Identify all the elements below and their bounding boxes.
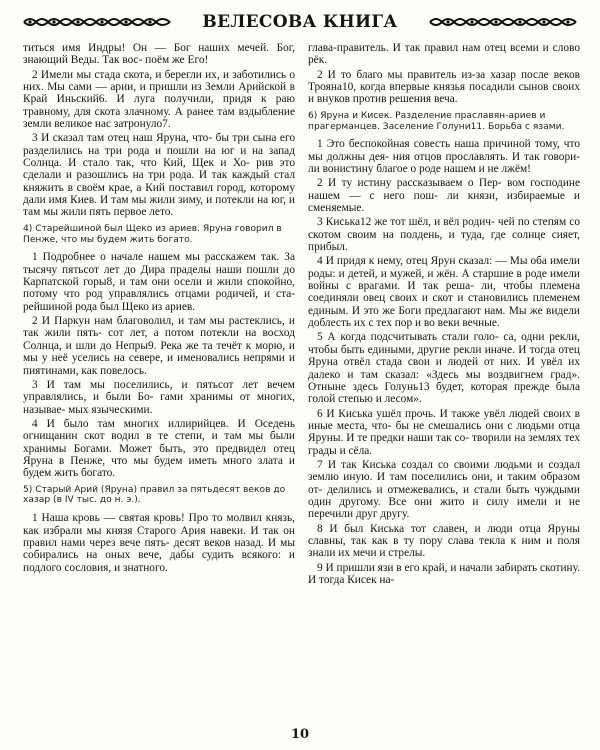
paragraph: 5 А когда подсчитывать стали голо- са, одни рекли, чтобы быть едиными, другие рекли иначе. И тогда отец Яруна отвёл стада свои и людей от них. И увёл их далеко и там сказал: «Здесь мы воздвигнем град». Отныне здесь Голунь13 будет, которая прежде была голой степью и лесом». (308, 331, 580, 406)
paragraph: 1 Наша кровь — святая кровь! Про то молвил князь, как избрали мы князя Старого Ария навеки. И так он правил нами через вече пять- десят веков назад. И мы собирались на оных вече, дабы судить всякого: и подлого сословия, и знатного. (23, 512, 295, 574)
right-column (308, 42, 580, 720)
page-header (22, 8, 578, 36)
paragraph: 2 И ту истину рассказываем о Пер- вом господине нашем — с него пош- ли князи, избираемые и сменяемые. (308, 177, 580, 215)
paragraph: 8 И был Киська тот славен, и люди отца Яруны славны, так как в ту пору слава текла к ним и поля знали их мечи и стрелы. (308, 522, 580, 560)
left-column (23, 42, 295, 720)
paragraph: 7 И так Киська создал со своими людьми и создал землю иную. И там поселились они, и таким образом от- делились и отмежевались, и стали быть чуждыми один другому. Все они жито и силу имели и не перечили друг другу. (308, 458, 580, 521)
paragraph: 2 И то благо мы правитель из-за хазар после веков Трояна10, когда впервые князья посадили сынов своих и внуков против решения веча. (308, 68, 580, 106)
right-ornament-icon (428, 15, 578, 29)
paragraph: 3 Киська12 же тот шёл, и вёл родич- чей по степям со скотом своим на полдень, и туда, где солнце сияет, прибыл. (308, 216, 580, 254)
paragraph: 3 И сказал там отец наш Яруна, что- бы три сына его разделились на три рода и пошли на юг и на запад Солнца. И стало так, что Кий, Щек и Хо- рив это сделали и разошлись на три рода. И так каждый стал княжить в своём крае, а Кий поставил город, которому дали имя Киев. И там мы жили зиму, и потекли на юг, и там мы жили пять первое лето. (23, 132, 295, 219)
paragraph: титься имя Индры! Он — Бог наших мечей. Бог, знающий Веды. Так вос- поём же Его! (23, 42, 295, 67)
paragraph: 4 И придя к нему, отец Ярун сказал: — Мы оба имели роды: и детей, и мужей, и жён. А старшие в роде имели войны с врагами. И так реша- ли, чтобы племена соединяли овец своих и скот и становились племенем единым. И это же Боги предлагают нам. Мы же видели доблесть их с тех пор и во веки вечные. (308, 255, 580, 330)
paragraph: 2 Имели мы стада скота, и берегли их, и заботились о них. Мы сами — арии, и пришли из Земли Арийской в Край Иньский6. И луга получили, придя к раю травному, для скота злачному. А ранее там вздыбление земли великое нас затронуло7. (23, 68, 295, 131)
text-columns (23, 42, 580, 720)
paragraph: 3 И там мы поселились, и пятьсот лет вечем управлялись, и были Бо- гами хранимы от многих, называе- мых языческими. (23, 378, 295, 416)
paragraph: 6 И Киська ушёл прочь. И также увёл людей своих в иные места, что- бы не смешались они с людьми отца Яруны. И те предки наши так со- творили на землях тех грады и сёла. (308, 407, 580, 457)
paragraph: глава-правитель. И так правил нам отец всеми и слово рёк. (308, 42, 580, 67)
paragraph: 9 И пришли язи в его край, и начали забирать скотину. И тогда Кисек на- (308, 561, 580, 586)
paragraph: 4 И было там многих иллирийцев. И Оседень огнищанин скот водил в те степи, и там мы были хранимы Богами. Может быть, это предвидел отец Яруна в Пенже, что мы будем иметь много злата и будем жить богато. (23, 417, 295, 480)
page-number: 10 (290, 727, 310, 742)
book-title: ВЕЛЕСОВА КНИГА (202, 12, 398, 32)
section-heading-note: 5) Старый Арий (Яруна) правил за пятьдесят веков до хазар (в IV тыс. до н. э.). (23, 484, 286, 506)
left-ornament-icon (22, 15, 172, 29)
paragraph: 2 И Паркун нам благоволил, и там мы растеклись, и так жили пять- сот лет, а потом потекли на восход Солнца, и шли до Непры9. Река же та течёт к морю, и мы у неё уселись на севере, и именовались непрями и пиятинами, как повелось. (23, 315, 295, 377)
paragraph: 1 Это беспокойная совесть наша причиной тому, что мы должны дея- ния отцов прославлять. И так говори- ли вонистину благое о роде нашем и не лжём! (308, 138, 580, 175)
section-heading-note: 6) Яруна и Кисек. Разделение праславян-ариев и прагерманцев. Заселение Голуни11. Борьба с язами. (308, 110, 565, 132)
paragraph: 1 Подробнее о начале нашем мы расскажем так. За тысячу пятьсот лет до Дира праделы наши пошли до Карпатской горы8, и там они осели и жили спокойно, потому что род управлялись отцами родичей, и ста- рейшиной рода был Щеко из ариев. (23, 251, 295, 313)
section-heading-note: 4) Старейшиной был Щеко из ариев. Яруна говорил в Пенже, что мы будем жить богато. (23, 223, 282, 245)
